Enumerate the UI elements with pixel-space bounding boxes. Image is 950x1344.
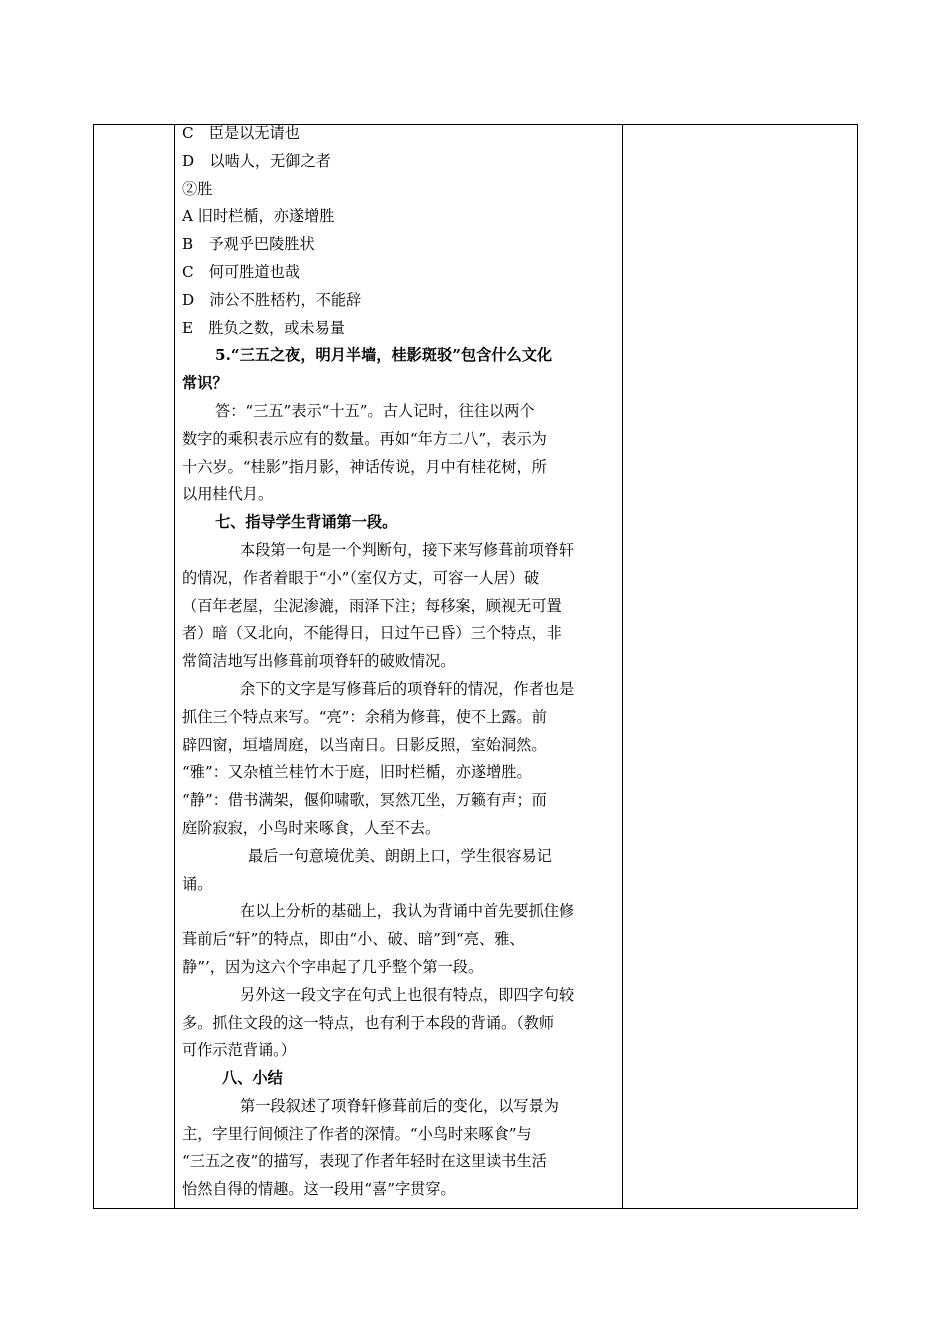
text-line: 葺前后“轩”的特点，即由“小、破、暗”到“亮、雅、 (182, 930, 525, 949)
text-line: 答：“三五”表示“十五”。古人记时，往往以两个 (215, 401, 535, 420)
text-line: 常识？ (182, 374, 228, 393)
text-line: 多。抓住文段的这一特点，也有利于本段的背诵。（教师 (182, 1013, 555, 1032)
text-line: “雅”：又杂植兰桂竹木于庭，旧时栏楯，亦遂增胜。 (182, 763, 532, 782)
text-line: 另外这一段文字在句式上也很有特点，即四字句较 (240, 985, 575, 1004)
text-line: 者）暗（又北向，不能得日，日过午已昏）三个特点，非 (182, 624, 562, 643)
text-line: 诵。 (182, 874, 213, 893)
text-line: 余下的文字是写修葺后的项脊轩的情况，作者也是 (240, 679, 575, 698)
text-line: A 旧时栏楯，亦遂增胜 (182, 207, 335, 226)
text-line: 怡然自得的情趣。这一段用“喜”字贯穿。 (182, 1180, 456, 1199)
text-line: （百年老屋，尘泥渗漉，雨泽下注；每移案，顾视无可置 (182, 596, 562, 615)
text-line: 最后一句意境优美、朗朗上口，学生很容易记 (248, 846, 552, 865)
text-line: 可作示范背诵。） (182, 1041, 296, 1060)
text-line: 以用桂代月。 (182, 485, 274, 504)
text-line: ②胜 (182, 179, 213, 198)
text-line: 在以上分析的基础上，我认为背诵中首先要抓住修 (240, 902, 575, 921)
text-line: “静”：借书满架，偃仰啸歌，冥然兀坐，万籁有声；而 (182, 791, 547, 810)
text-line: C 何可胜道也哉 (182, 262, 300, 281)
text-line: 本段第一句是一个判断句，接下来写修葺前项脊轩 (240, 540, 575, 559)
text-line: 常简洁地写出修葺前项脊轩的破败情况。 (182, 652, 456, 671)
column-divider-left (174, 125, 175, 1208)
text-line: 的情况，作者着眼于“小”（室仅方丈，可容一人居）破 (182, 568, 540, 587)
text-line: E 胜负之数，或未易量 (182, 318, 345, 337)
text-line: 七、指导学生背诵第一段。 (215, 513, 398, 532)
column-divider-right (622, 125, 623, 1208)
text-line: B 予观乎巴陵胜状 (182, 235, 315, 254)
text-line: D 以啮人，无御之者 (182, 151, 331, 170)
text-line: 静”’，因为这六个字串起了几乎整个第一段。 (182, 957, 484, 976)
text-line: 辟四窗，垣墙周庭，以当南日。日影反照，室始洞然。 (182, 735, 547, 754)
lesson-content (182, 120, 616, 1204)
text-line: C 臣是以无请也 (182, 124, 300, 142)
text-line: 数字的乘积表示应有的数量。再如“年方二八”，表示为 (182, 429, 547, 448)
text-line: D 沛公不胜桮杓，不能辞 (182, 290, 362, 309)
text-line: 八、小结 (222, 1069, 283, 1088)
text-line: 主，字里行间倾注了作者的深情。“小鸟时来啄食”与 (182, 1124, 532, 1143)
text-line: 庭阶寂寂，小鸟时来啄食，人至不去。 (182, 818, 441, 837)
text-line: 抓住三个特点来写。“亮”：余稍为修葺，使不上露。前 (182, 707, 547, 726)
text-line: 5.“三五之夜，明月半墙，桂影斑驳”包含什么文化 (215, 346, 553, 365)
text-line: 十六岁。“桂影”指月影，神话传说，月中有桂花树，所 (182, 457, 547, 476)
text-line: “三五之夜”的描写，表现了作者年轻时在这里读书生活 (182, 1152, 547, 1171)
text-line: 第一段叙述了项脊轩修葺前后的变化，以写景为 (240, 1096, 559, 1115)
